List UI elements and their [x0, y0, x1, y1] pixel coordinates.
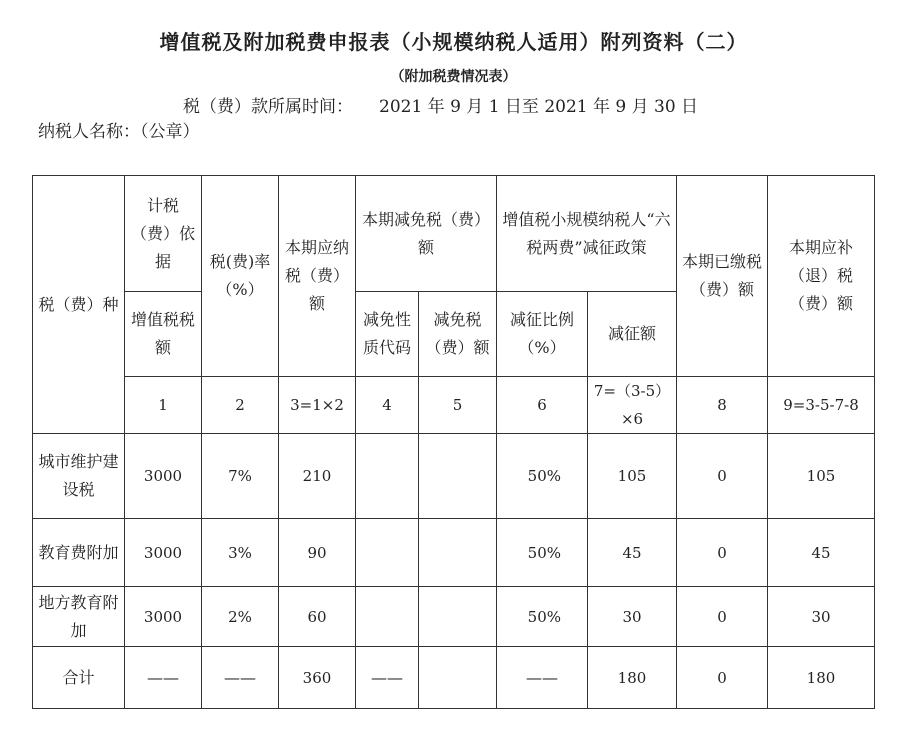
table-row — [33, 434, 875, 519]
row-basis: 3000 — [125, 519, 202, 587]
total-payable: 360 — [279, 647, 356, 709]
col-number: 6 — [497, 377, 588, 434]
total-rate: —— — [202, 647, 279, 709]
row-ratio: 50% — [497, 587, 588, 647]
col-number: 3=1×2 — [279, 377, 356, 434]
total-relief-amount — [419, 647, 497, 709]
header-relief: 本期减免税（费）额 — [356, 176, 497, 292]
col-number: 2 — [202, 377, 279, 434]
form-title: 增值税及附加税费申报表（小规模纳税人适用）附列资料（二） — [159, 30, 748, 54]
total-row — [33, 647, 875, 709]
total-paid: 0 — [677, 647, 768, 709]
header-rate: 税(费)率（%） — [202, 176, 279, 377]
row-basis: 3000 — [125, 587, 202, 647]
header-policy-ratio: 减征比例（%） — [497, 292, 588, 377]
col-number: 9=3-5-7-8 — [768, 377, 875, 434]
row-payable: 60 — [279, 587, 356, 647]
row-payable: 90 — [279, 519, 356, 587]
taxpayer-name-label: 纳税人名称：（公章） — [38, 122, 200, 142]
row-ratio: 50% — [497, 519, 588, 587]
header-tax-type: 税（费）种 — [33, 176, 125, 434]
row-relief-amount — [419, 434, 497, 519]
total-due: 180 — [768, 647, 875, 709]
row-tax-name: 城市维护建设税 — [33, 434, 125, 519]
tax-period-label: 税（费）款所属时间： — [183, 97, 353, 117]
row-tax-name: 教育费附加 — [33, 519, 125, 587]
header-policy-amount: 减征额 — [588, 292, 677, 377]
row-relief-code — [356, 519, 419, 587]
tax-period-value: 2021 年 9 月 1 日至 2021 年 9 月 30 日 — [379, 97, 699, 117]
header-relief-amount: 减免税（费）额 — [419, 292, 497, 377]
row-reduction: 105 — [588, 434, 677, 519]
row-due: 45 — [768, 519, 875, 587]
row-rate: 7% — [202, 434, 279, 519]
header-basis: 计税（费）依据 — [125, 176, 202, 292]
table-row — [33, 519, 875, 587]
total-relief-code: —— — [356, 647, 419, 709]
header-relief-code: 减免性质代码 — [356, 292, 419, 377]
row-relief-code — [356, 434, 419, 519]
row-relief-amount — [419, 587, 497, 647]
row-payable: 210 — [279, 434, 356, 519]
row-tax-name: 地方教育附加 — [33, 587, 125, 647]
row-due: 105 — [768, 434, 875, 519]
total-basis: —— — [125, 647, 202, 709]
row-ratio: 50% — [497, 434, 588, 519]
tax-period — [183, 92, 698, 117]
header-basis-vat: 增值税税额 — [125, 292, 202, 377]
table-row — [33, 587, 875, 647]
total-label: 合计 — [33, 647, 125, 709]
row-rate: 2% — [202, 587, 279, 647]
row-rate: 3% — [202, 519, 279, 587]
form-subtitle: （附加税费情况表） — [390, 69, 517, 85]
total-ratio: —— — [497, 647, 588, 709]
row-due: 30 — [768, 587, 875, 647]
surcharge-table — [32, 175, 875, 709]
header-paid: 本期已缴税（费）额 — [677, 176, 768, 377]
col-number: 8 — [677, 377, 768, 434]
row-reduction: 30 — [588, 587, 677, 647]
row-paid: 0 — [677, 519, 768, 587]
row-reduction: 45 — [588, 519, 677, 587]
row-basis: 3000 — [125, 434, 202, 519]
row-paid: 0 — [677, 587, 768, 647]
col-number: 1 — [125, 377, 202, 434]
header-payable: 本期应纳税（费）额 — [279, 176, 356, 377]
total-reduction: 180 — [588, 647, 677, 709]
header-due: 本期应补（退）税（费）额 — [768, 176, 875, 377]
row-relief-amount — [419, 519, 497, 587]
header-policy: 增值税小规模纳税人“六税两费”减征政策 — [497, 176, 677, 292]
row-paid: 0 — [677, 434, 768, 519]
col-number: 4 — [356, 377, 419, 434]
row-relief-code — [356, 587, 419, 647]
col-number: 7=（3-5）×6 — [588, 377, 677, 434]
col-number: 5 — [419, 377, 497, 434]
